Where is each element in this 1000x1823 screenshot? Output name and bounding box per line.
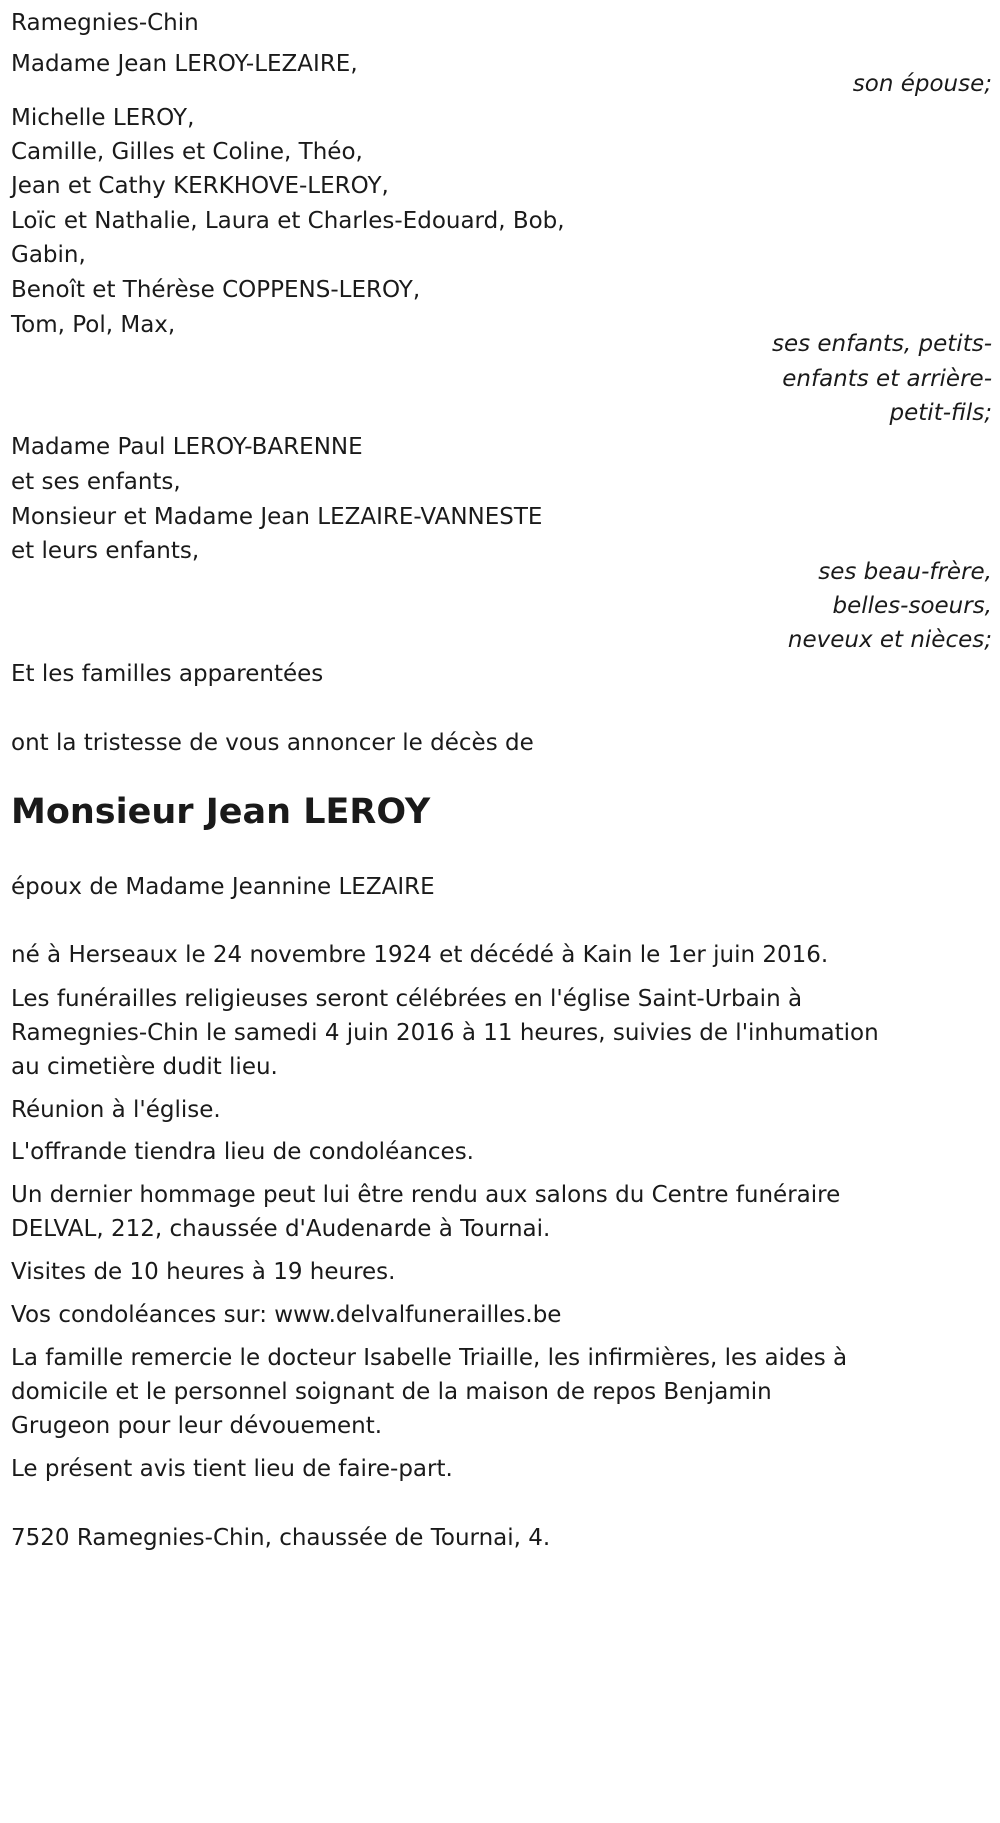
in-laws-role: neveux et nièces; <box>787 627 992 653</box>
meeting-line: Réunion à l'église. <box>11 1097 221 1123</box>
children-line: Jean et Cathy KERKHOVE-LEROY, <box>11 173 389 199</box>
condolences-line: Vos condoléances sur: www.delvalfunerailles.be <box>11 1302 562 1328</box>
children-line: Tom, Pol, Max, <box>11 312 176 338</box>
thanks-line: La famille remercie le docteur Isabelle Triaille, les infirmières, les aides à <box>11 1345 848 1371</box>
birth-death-line: né à Herseaux le 24 novembre 1924 et décédé à Kain le 1er juin 2016. <box>11 942 829 968</box>
thanks-line: Grugeon pour leur dévouement. <box>11 1413 383 1439</box>
funeral-line: Les funérailles religieuses seront célébrées en l'église Saint-Urbain à <box>11 986 803 1012</box>
tribute-line: Un dernier hommage peut lui être rendu aux salons du Centre funéraire <box>11 1182 841 1208</box>
in-laws-line: et leurs enfants, <box>11 538 200 564</box>
spouse-role: son épouse; <box>852 71 992 97</box>
thanks-line: domicile et le personnel soignant de la maison de repos Benjamin <box>11 1379 772 1405</box>
in-laws-role: ses beau-frère, <box>818 559 992 585</box>
announcement-line: ont la tristesse de vous annoncer le décès de <box>11 730 534 756</box>
children-role: enfants et arrière- <box>782 366 992 392</box>
spouse-line: Madame Jean LEROY-LEZAIRE, <box>11 51 358 77</box>
deceased-name: Monsieur Jean LEROY <box>11 792 431 832</box>
address-line: 7520 Ramegnies-Chin, chaussée de Tournai, 4. <box>11 1525 551 1551</box>
offering-line: L'offrande tiendra lieu de condoléances. <box>11 1139 474 1165</box>
in-laws-line: Madame Paul LEROY-BARENNE <box>11 434 363 460</box>
families-line: Et les familles apparentées <box>11 661 324 687</box>
children-line: Michelle LEROY, <box>11 105 195 131</box>
children-line: Loïc et Nathalie, Laura et Charles-Edouard, Bob, <box>11 208 565 234</box>
in-laws-line: Monsieur et Madame Jean LEZAIRE-VANNESTE <box>11 504 543 530</box>
in-laws-role: belles-soeurs, <box>832 593 992 619</box>
children-line: Benoît et Thérèse COPPENS-LEROY, <box>11 277 421 303</box>
children-role: petit-fils; <box>889 400 992 426</box>
children-line: Gabin, <box>11 242 86 268</box>
visits-line: Visites de 10 heures à 19 heures. <box>11 1259 396 1285</box>
funeral-line: au cimetière dudit lieu. <box>11 1054 278 1080</box>
funeral-line: Ramegnies-Chin le samedi 4 juin 2016 à 11 heures, suivies de l'inhumation <box>11 1020 879 1046</box>
tribute-line: DELVAL, 212, chaussée d'Audenarde à Tournai. <box>11 1216 551 1242</box>
in-laws-line: et ses enfants, <box>11 469 181 495</box>
place-line: Ramegnies-Chin <box>11 10 199 36</box>
children-role: ses enfants, petits- <box>771 331 992 357</box>
spouse-of-line: époux de Madame Jeannine LEZAIRE <box>11 874 435 900</box>
notice-line: Le présent avis tient lieu de faire-part. <box>11 1456 453 1482</box>
children-line: Camille, Gilles et Coline, Théo, <box>11 139 363 165</box>
